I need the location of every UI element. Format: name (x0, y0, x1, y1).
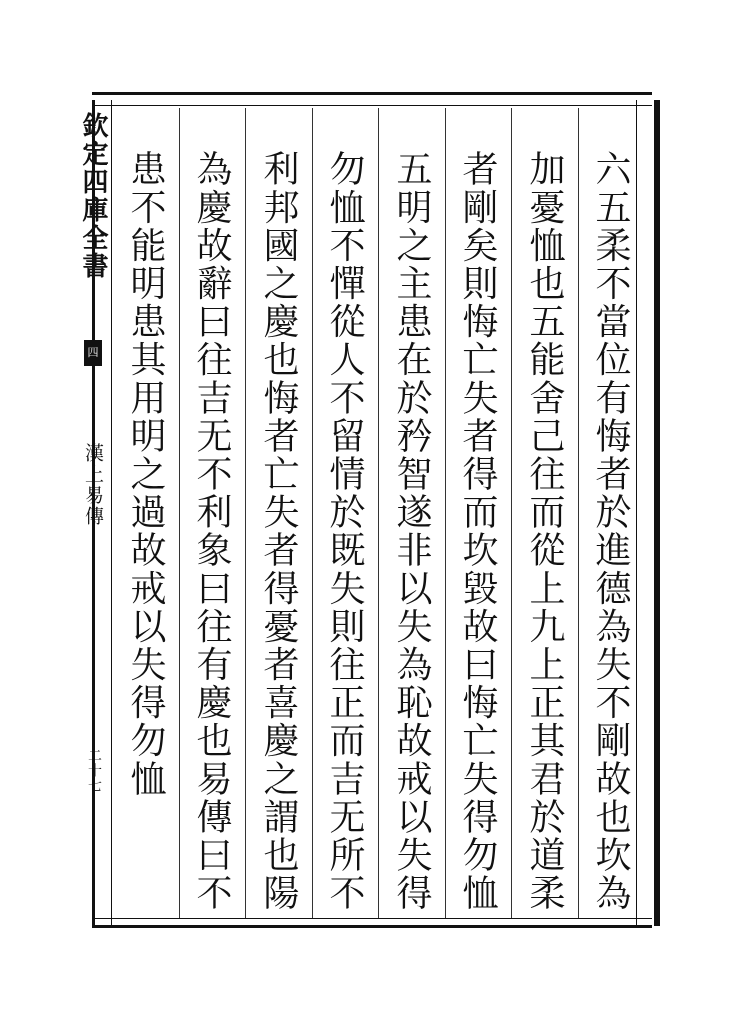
text-column-8: 患不能明患其用明之過故戒以失得勿恤 (125, 150, 166, 798)
volume-marker: 四 (84, 340, 102, 366)
text-column-1: 六五柔不當位有悔者於進德為失不剛故也坎為 (590, 150, 631, 912)
book-title: 漢上易傳 (82, 443, 104, 527)
text-column-6: 利邦國之慶也悔者亡失者得憂者喜慶之謂也陽 (258, 150, 299, 912)
column-rule (179, 108, 180, 918)
collection-title: 欽定四庫全書 (78, 112, 108, 280)
text-column-3: 者剛矣則悔亡失者得而坎毀故曰悔亡失得勿恤 (457, 150, 498, 912)
column-rule (578, 108, 579, 918)
column-rule (445, 108, 446, 918)
column-rule (245, 108, 246, 918)
column-rule (511, 108, 512, 918)
text-column-4: 五明之主患在於矜智遂非以失為恥故戒以失得 (391, 150, 432, 912)
text-column-7: 為慶故辭曰往吉无不利象曰往有慶也易傳曰不 (191, 150, 232, 912)
text-column-2: 加憂恤也五能舍己往而從上九上正其君於道柔 (524, 150, 565, 912)
frame-top-border (92, 92, 652, 106)
text-column-5: 勿恤不憚從人不留情於既失則往正而吉无所不 (324, 150, 365, 912)
page-number: 二十七 (86, 748, 102, 793)
spine-margin (78, 108, 108, 918)
column-rule (312, 108, 313, 918)
column-rule (378, 108, 379, 918)
